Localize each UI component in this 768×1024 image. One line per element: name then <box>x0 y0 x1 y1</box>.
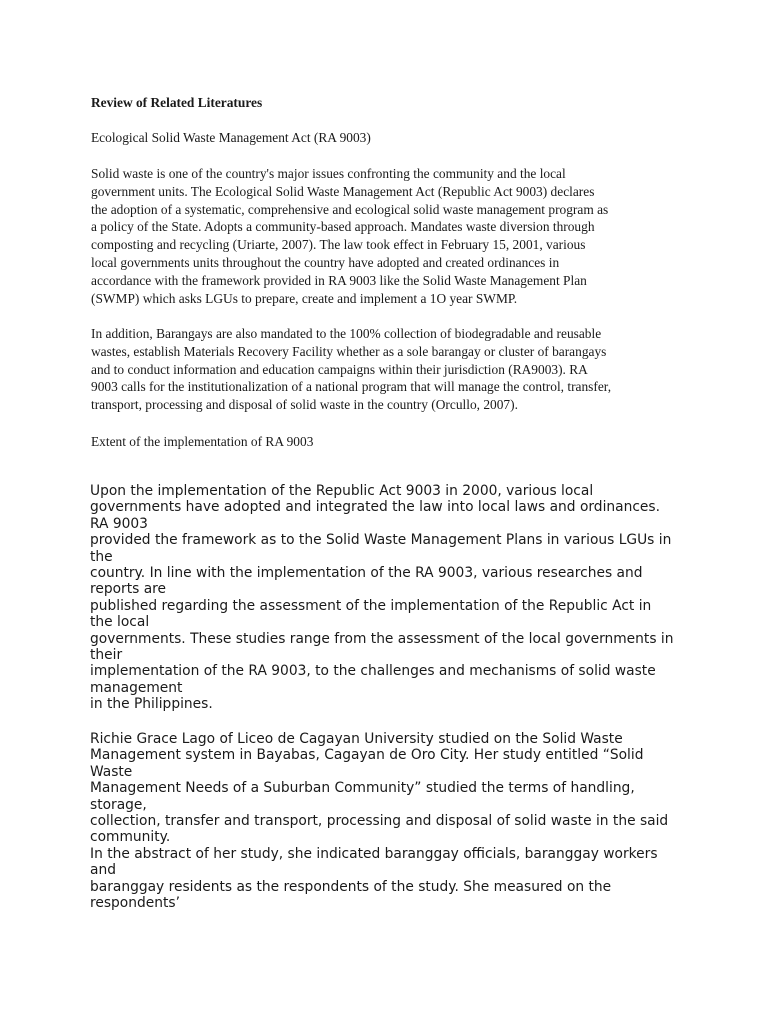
paragraph-line: implementation of the RA 9003, to the challenges and mechanisms of solid waste <box>90 663 656 680</box>
paragraph-line: composting and recycling (Uriarte, 2007). The law took effect in February 15, 2001, various <box>91 237 586 253</box>
paragraph-line: the local <box>90 614 150 631</box>
paragraph-line: Management system in Bayabas, Cagayan de Oro City. Her study entitled “Solid <box>90 747 644 764</box>
paragraph-line: country. In line with the implementation of the RA 9003, various researches and <box>90 565 643 582</box>
paragraph-line: reports are <box>90 581 167 598</box>
paragraph-line: governments have adopted and integrated the law into local laws and ordinances. <box>90 499 660 516</box>
paragraph-line: a policy of the State. Adopts a community-based approach. Mandates waste diversion through <box>91 219 595 235</box>
section-title-extent: Extent of the implementation of RA 9003 <box>91 434 314 449</box>
paragraph-line: wastes, establish Materials Recovery Facility whether as a sole barangay or cluster of barangays <box>91 343 607 359</box>
paragraph-line: community. <box>90 829 171 846</box>
paragraph-lago-study <box>90 731 690 911</box>
paragraph-line: local governments units throughout the country have adopted and created ordinances in <box>91 254 560 270</box>
document-heading: Review of Related Literatures <box>91 95 263 110</box>
paragraph-line: and to conduct information and education campaigns within their jurisdiction (RA9003). RA <box>91 361 588 377</box>
paragraph-line: government units. The Ecological Solid Waste Management Act (Republic Act 9003) declares <box>91 183 595 199</box>
paragraph-line: in the Philippines. <box>90 696 213 713</box>
paragraph-line: respondents’ <box>90 895 180 912</box>
paragraph-line: the <box>90 548 113 565</box>
paragraph-line: provided the framework as to the Solid Waste Management Plans in various LGUs in <box>90 532 672 549</box>
paragraph-line: storage, <box>90 796 147 813</box>
paragraph-line: baranggay residents as the respondents of the study. She measured on the <box>90 878 612 895</box>
paragraph-line: Waste <box>90 763 133 780</box>
paragraph-line: (SWMP) which asks LGUs to prepare, create and implement a 1O year SWMP. <box>91 290 518 306</box>
section-title-ra9003: Ecological Solid Waste Management Act (RA 9003) <box>91 130 371 145</box>
paragraph-line: RA 9003 <box>90 515 148 532</box>
paragraph-line: management <box>90 679 183 696</box>
paragraph-line: In addition, Barangays are also mandated to the 100% collection of biodegradable and reusable <box>91 326 602 341</box>
paragraph-line: the adoption of a systematic, comprehensive and ecological solid waste management program as <box>91 201 609 217</box>
paragraph-line: accordance with the framework provided in RA 9003 like the Solid Waste Management Plan <box>91 272 587 288</box>
paragraph-line: In the abstract of her study, she indicated baranggay officials, baranggay workers <box>90 845 658 862</box>
paragraph-line: collection, transfer and transport, processing and disposal of solid waste in the said <box>90 813 669 830</box>
paragraph-solid-waste-intro <box>91 165 691 307</box>
paragraph-line: transport, processing and disposal of solid waste in the country (Orcullo, 2007). <box>91 397 518 413</box>
paragraph-line: governments. These studies range from the assessment of the local governments in <box>90 630 674 647</box>
paragraph-line: Solid waste is one of the country's major issues confronting the community and the local <box>91 166 566 181</box>
paragraph-line: and <box>90 862 116 879</box>
paragraph-line: Management Needs of a Suburban Community” studied the terms of handling, <box>90 780 635 797</box>
paragraph-barangay-mandates <box>91 325 691 414</box>
paragraph-line: published regarding the assessment of the implementation of the Republic Act in <box>90 597 652 614</box>
paragraph-line: Upon the implementation of the Republic Act 9003 in 2000, various local <box>90 483 594 499</box>
paragraph-line: Richie Grace Lago of Liceo de Cagayan University studied on the Solid Waste <box>90 731 623 747</box>
paragraph-line: 9003 calls for the institutionalization of a national program that will manage the control, transfer, <box>91 379 612 395</box>
paragraph-implementation <box>90 483 690 713</box>
paragraph-line: their <box>90 647 123 664</box>
